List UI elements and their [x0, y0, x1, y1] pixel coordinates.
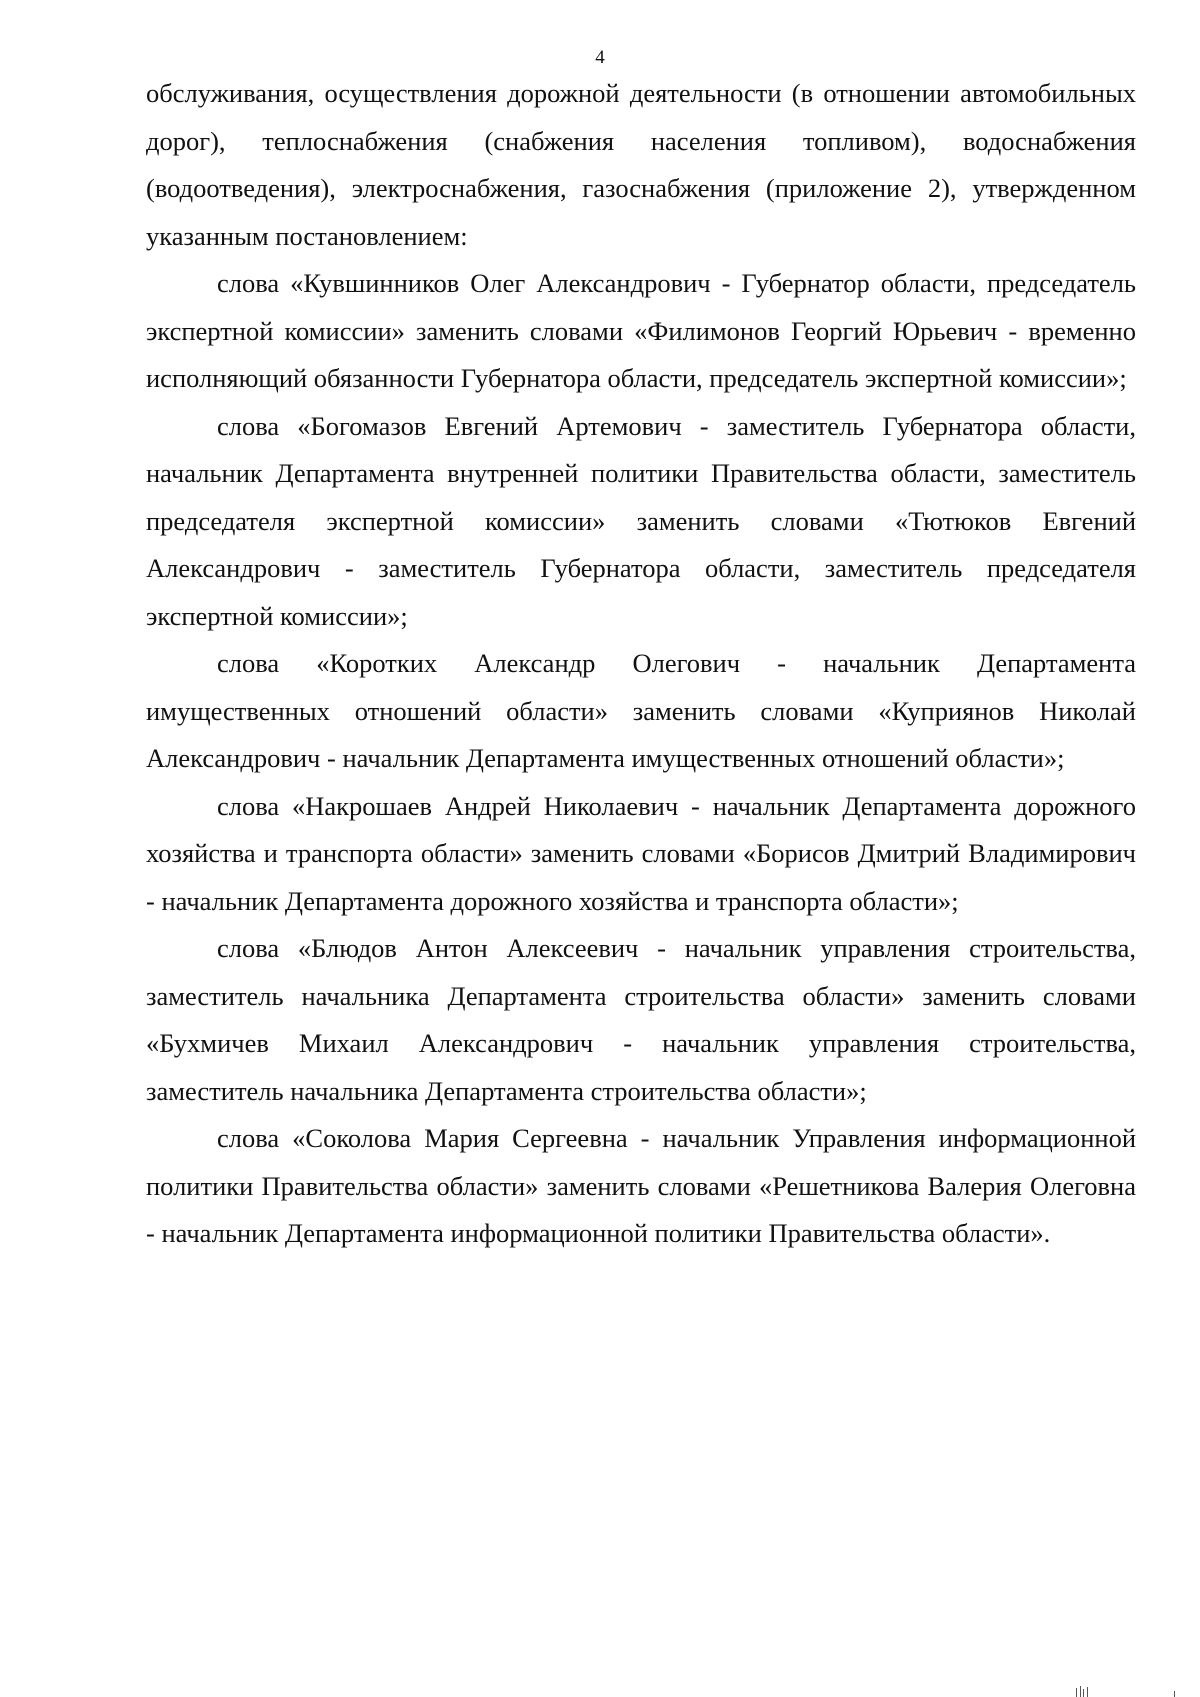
document-body — [146, 70, 1136, 1258]
scan-tick — [1174, 1691, 1175, 1697]
scan-tick — [1080, 1686, 1081, 1697]
page-number: 4 — [595, 47, 605, 68]
scan-tick — [1083, 1689, 1084, 1697]
scan-tick — [1076, 1688, 1077, 1697]
paragraph-amendment-information-department: слова «Соколова Мария Сергеевна - начальник Управления информационной политики Правительства области» заменить словами «Решетникова Валерия Олеговна - начальник Департамента информационной политики Правительства области». — [146, 1123, 1136, 1248]
scan-artifact-marks — [1076, 1682, 1196, 1697]
paragraph-amendment-deputy-chairman: слова «Богомазов Евгений Артемович - заместитель Губернатора области, начальник Департамента внутренней политики Правительства области, заместитель председателя экспертной комиссии» заменить словами «Тютюков Евгений Александрович - заместитель Губернатора области, заместитель председателя экспертной комиссии»; — [146, 410, 1136, 631]
scan-tick — [1087, 1687, 1088, 1697]
paragraph-amendment-property-department: слова «Коротких Александр Олегович - начальник Департамента имущественных отношений области» заменить словами «Куприянов Николай Александрович - начальник Департамента имущественных отношений области»; — [146, 648, 1136, 773]
paragraph-intro: обслуживания, осуществления дорожной деятельности (в отношении автомобильных дорог), теплоснабжения (снабжения населения топливом), водоснабжения (водоотведения), электроснабжения, газоснабжения (приложение 2), утвержденном указанным постановлением: — [146, 78, 1136, 251]
paragraph-amendment-chairman: слова «Кувшинников Олег Александрович - Губернатор области, председатель экспертной комиссии» заменить словами «Филимонов Георгий Юрьевич - временно исполняющий обязанности Губернатора области, председатель экспертной комиссии»; — [146, 268, 1136, 393]
paragraph-amendment-road-department: слова «Накрошаев Андрей Николаевич - начальник Департамента дорожного хозяйства и транспорта области» заменить словами «Борисов Дмитрий Владимирович - начальник Департамента дорожного хозяйства и транспорта области»; — [146, 790, 1136, 916]
paragraph-amendment-construction-department: слова «Блюдов Антон Алексеевич - начальник управления строительства, заместитель начальника Департамента строительства области» заменить словами «Бухмичев Михаил Александрович - начальник управления строительства, заместитель начальника Департамента строительства области»; — [146, 933, 1136, 1106]
